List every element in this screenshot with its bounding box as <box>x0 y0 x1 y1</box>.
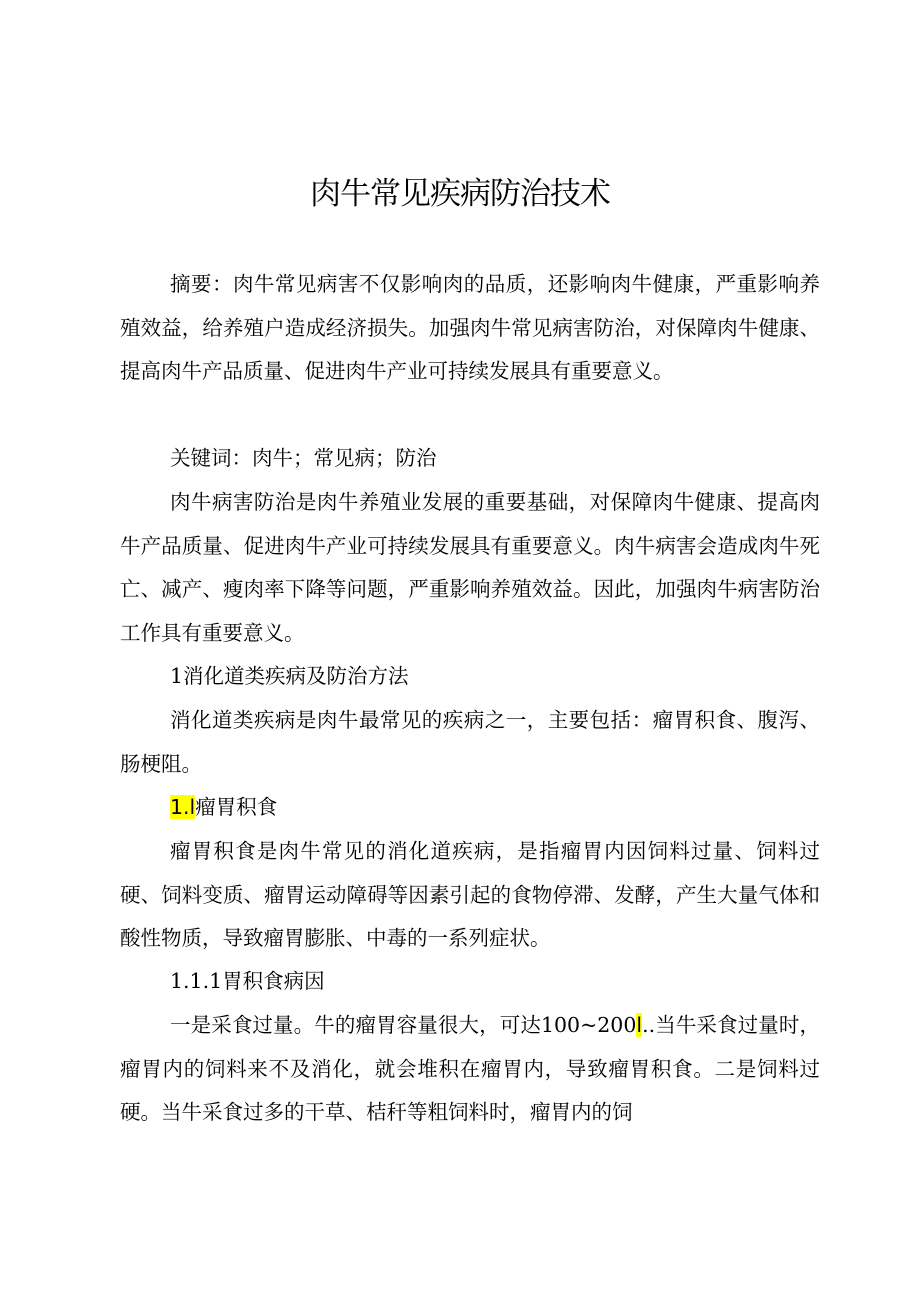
cause-paragraph <box>120 1004 820 1135</box>
cause-text-rest: ..当牛采食过量时，瘤胃内的饲料来不及消化，就会堆积在瘤胃内，导致瘤胃积食。二是饲料过硬。当牛采食过多的干草、桔秆等粗饲料时，瘤胃内的饲 <box>120 1013 820 1125</box>
subsection-number-highlight: 1.l <box>170 795 196 819</box>
document-title: 肉牛常见疾病防治技术 <box>310 176 610 212</box>
keywords-line: 关键词：肉牛；常见病；防治 <box>170 446 437 470</box>
cause-text-start: 一是采食过量。牛的瘤胃容量很大，可达100~200 <box>170 1013 637 1037</box>
subsection-body-paragraph: 瘤胃积食是肉牛常见的消化道疾病，是指瘤胃内因饲料过量、饲料过硬、饲料变质、瘤胃运动障碍等因素引起的食物停滞、发酵，产生大量气体和酸性物质，导致瘤胃膨胀、中毒的一系列症状。 <box>120 839 820 951</box>
intro-paragraph: 肉牛病害防治是肉牛养殖业发展的重要基础，对保障肉牛健康、提高肉牛产品质量、促进肉牛产业可持续发展具有重要意义。肉牛病害会造成肉牛死亡、减产、瘦肉率下降等问题，严重影响养殖效益。因此，加强肉牛病害防治工作具有重要意义。 <box>120 490 820 645</box>
section-heading: 1消化道类疾病及防治方法 <box>170 664 409 688</box>
section-intro-paragraph: 消化道类疾病是肉牛最常见的疾病之一，主要包括：瘤胃积食、腹泻、肠梗阻。 <box>120 708 820 776</box>
subsection-title: 瘤胃积食 <box>195 795 278 819</box>
abstract-paragraph: 摘要：肉牛常见病害不仅影响肉的品质，还影响肉牛健康，严重影响养殖效益，给养殖户造成经济损失。加强肉牛常见病害防治，对保障肉牛健康、提高肉牛产品质量、促进肉牛产业可持续发展具有重要意义。 <box>120 272 820 384</box>
subsubsection-heading: 1.1.1胃积食病因 <box>170 969 325 993</box>
subsection-heading <box>120 786 820 830</box>
unit-highlight: l <box>636 1013 643 1037</box>
